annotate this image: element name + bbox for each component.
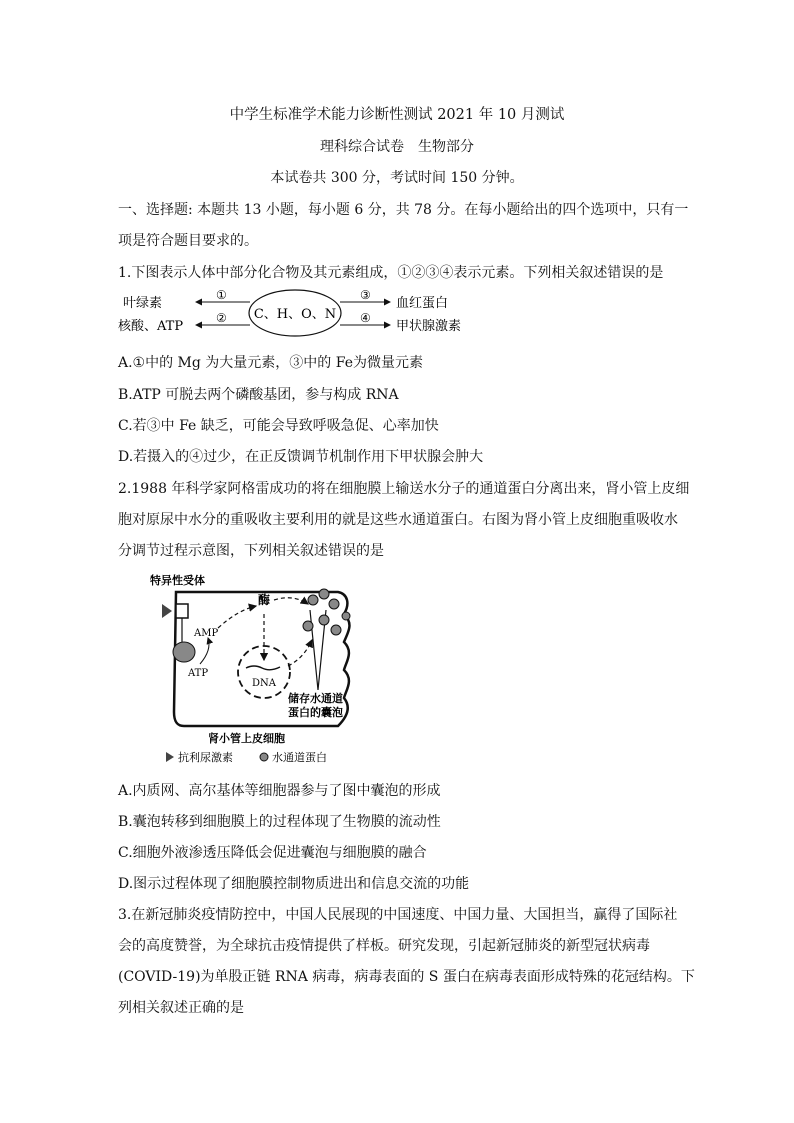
- kidney-cell-diagram: [148, 570, 376, 768]
- element-composition-diagram: [118, 285, 498, 341]
- q1-option-c: C.若③中 Fe 缺乏，可能会导致呼吸急促、心率加快: [118, 418, 439, 434]
- section-instructions-line2: 项是符合题目要求的。: [118, 233, 258, 249]
- svg-text:ATP: ATP: [188, 668, 209, 679]
- question-3-stem-line4: 列相关叙述正确的是: [118, 1000, 244, 1016]
- q2-option-c: C.细胞外液渗透压降低会促进囊泡与细胞膜的融合: [118, 845, 427, 861]
- legend-hormone-icon: [166, 752, 174, 762]
- svg-text:抗利尿激素: 抗利尿激素: [178, 751, 233, 764]
- exam-subtitle: 理科综合试卷 生物部分: [320, 139, 474, 155]
- svg-text:①: ①: [216, 288, 227, 302]
- atp-label: [187, 668, 208, 679]
- question-1-stem: 1.下图表示人体中部分化合物及其元素组成，①②③④表示元素。下列相关叙述错误的是: [118, 265, 664, 281]
- question-2-stem-line1: 2.1988 年科学家阿格雷成功的将在细胞膜上输送水分子的通道蛋白分离出来，肾小管上皮细: [118, 481, 690, 497]
- question-3-stem-line1: 3.在新冠肺炎疫情防控中，中国人民展现的中国速度、中国力量、大国担当，赢得了国际社: [118, 907, 678, 923]
- svg-text:AMP: AMP: [194, 628, 219, 639]
- q2-option-d: D.图示过程体现了细胞膜控制物质进出和信息交流的功能: [118, 876, 470, 892]
- exam-title: 中学生标准学术能力诊断性测试 2021 年 10 月测试: [229, 107, 565, 123]
- marker-1: [216, 288, 227, 302]
- enzyme-label: [258, 592, 270, 607]
- svg-text:③: ③: [360, 288, 371, 302]
- svg-text:④: ④: [360, 311, 371, 325]
- legend-hormone-label: [178, 750, 233, 764]
- amp-label: [193, 628, 218, 639]
- svg-text:肾小管上皮细胞: 肾小管上皮细胞: [208, 732, 285, 745]
- svg-text:甲状腺激素: 甲状腺激素: [396, 319, 462, 334]
- svg-text:血红蛋白: 血红蛋白: [396, 296, 449, 311]
- receptor-label: [150, 573, 205, 587]
- question-3-stem-line3: (COVID-19)为单股正链 RNA 病毒，病毒表面的 S 蛋白在病毒表面形成特殊的花冠结构。下: [118, 969, 695, 985]
- svg-text:储存水通道: 储存水通道: [288, 692, 343, 705]
- receptor-icon: [176, 604, 188, 618]
- svg-text:酶: 酶: [258, 593, 271, 607]
- q1-option-d: D.若摄入的④过少，在正反馈调节机制作用下甲状腺会肿大: [118, 449, 484, 465]
- question-2-stem-line3: 分调节过程示意图，下列相关叙述错误的是: [118, 543, 384, 559]
- exam-info: 本试卷共 300 分，考试时间 150 分钟。: [270, 170, 524, 186]
- q2-option-a: A.内质网、高尔基体等细胞器参与了图中囊泡的形成: [118, 783, 441, 799]
- cell-label: [208, 731, 285, 745]
- right-top-label: [396, 296, 448, 311]
- svg-text:核酸、ATP: 核酸、ATP: [118, 319, 184, 334]
- element-ellipse-label: [254, 307, 336, 322]
- svg-text:②: ②: [216, 311, 227, 325]
- nucleus: [238, 646, 290, 698]
- enzyme-blob: [173, 642, 195, 662]
- vesicle-label-2: [288, 705, 343, 719]
- svg-text:DNA: DNA: [252, 678, 276, 689]
- marker-2: [216, 311, 227, 325]
- svg-text:叶绿素: 叶绿素: [123, 296, 163, 311]
- right-bottom-label: [396, 318, 461, 334]
- left-bottom-label: [118, 318, 183, 334]
- svg-text:蛋白的囊泡: 蛋白的囊泡: [288, 706, 343, 719]
- legend-aquaporin-icon: [260, 753, 268, 761]
- q1-option-a: A.①中的 Mg 为大量元素，③中的 Fe为微量元素: [118, 355, 423, 371]
- hormone-icon: [162, 604, 172, 618]
- question-2-stem-line2: 胞对原尿中水分的重吸收主要利用的就是这些水通道蛋白。右图为肾小管上皮细胞重吸收水: [118, 512, 678, 528]
- legend-aquaporin-label: [272, 750, 327, 764]
- dna-label: [252, 678, 277, 689]
- svg-text:C、H、O、N: C、H、O、N: [253, 307, 337, 322]
- vesicle-label-1: [288, 691, 343, 705]
- svg-text:特异性受体: 特异性受体: [150, 574, 205, 587]
- q2-option-b: B.囊泡转移到细胞膜上的过程体现了生物膜的流动性: [118, 814, 441, 830]
- marker-3: [360, 288, 371, 302]
- marker-4: [360, 311, 371, 325]
- left-top-label: [123, 296, 162, 311]
- q1-option-b: B.ATP 可脱去两个磷酸基团，参与构成 RNA: [118, 387, 399, 403]
- section-instructions-line1: 一、选择题: 本题共 13 小题，每小题 6 分，共 78 分。在每小题给出的四个选项中，只有一: [118, 202, 689, 218]
- svg-text:水通道蛋白: 水通道蛋白: [272, 751, 327, 764]
- question-3-stem-line2: 会的高度赞誉，为全球抗击疫情提供了样板。研究发现，引起新冠肺炎的新型冠状病毒: [118, 938, 650, 954]
